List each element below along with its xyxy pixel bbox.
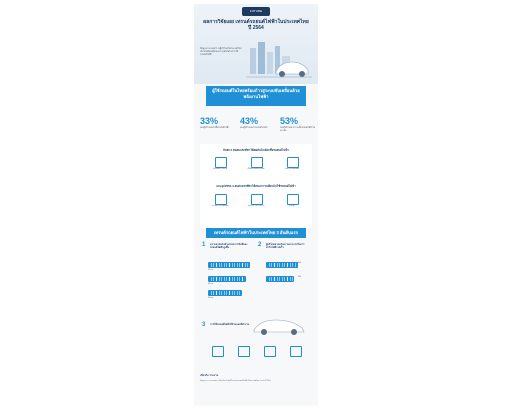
factors-subtitle-a: ปัจจัย 3 อันดับแรกที่ทำให้ตัดสินใจเลือกซื้อรถยนต์ไฟฟ้า	[223, 148, 289, 152]
home-icon	[238, 346, 250, 357]
price-tag-icon	[287, 194, 299, 205]
stat-1-percent: 33%	[200, 116, 219, 126]
footer-text: ข้อมูลจากรายงานผลการวิจัยเกี่ยวกับผู้บริโภคและรถยนต์ไฟฟ้าในประเทศไทย ประจำปี 2564	[200, 380, 271, 382]
battery-label-1: 300 กม.	[208, 270, 214, 271]
factor-b-2: ระยะเวลาในการชาร์จ	[247, 205, 265, 207]
battery-label-2: 400 กม.	[208, 284, 214, 285]
stat-1	[200, 116, 236, 130]
factor-a-1: ประหยัดค่าใช้จ่าย	[213, 168, 227, 170]
wallet-icon	[215, 157, 227, 168]
charging-station-icon	[215, 194, 227, 205]
factor-a-2: เป็นมิตรต่อสิ่งแวดล้อม	[247, 168, 265, 170]
factor-b-1: สถานีชาร์จไม่เพียงพอ	[211, 205, 229, 207]
factors-subtitle-b: และอุปสรรค 3 อันดับแรกที่ทำให้ลังเลการเปลี่ยนไปใช้รถยนต์ไฟฟ้า	[216, 184, 296, 188]
battery-bar-2	[208, 276, 246, 282]
battery-bar-1	[208, 262, 250, 268]
office-icon	[264, 346, 276, 357]
clock-icon	[251, 194, 263, 205]
leaf-icon	[251, 157, 263, 168]
charge-label-2: 60%	[298, 277, 302, 278]
stat-3-percent: 53%	[280, 116, 299, 126]
city-car-illustration	[246, 38, 312, 80]
car-illustration	[252, 314, 308, 336]
factor-b-3: ราคาสูง	[288, 205, 296, 207]
stat-2-percent: 43%	[240, 116, 259, 126]
factors-card	[200, 144, 312, 228]
trend-3-title: การใช้รถยนต์ไฟฟ้าที่บ้านและที่ทำงาน	[210, 323, 250, 326]
stat-2-desc: ของผู้บริโภคสนใจรถยนต์ไฮบริด	[240, 127, 268, 129]
charge-bar-1	[266, 262, 298, 268]
battery-label-3: 500 กม.	[208, 298, 214, 299]
trend-2-number: 2	[258, 242, 262, 248]
page-title: ผลการวิจัยเผย เทรนด์รถยนต์ไฟฟ้าในประเทศไทยปี 2564	[203, 19, 309, 31]
brand-logo: FUTURE	[242, 7, 270, 16]
section3-banner: เทรนด์รถยนต์ไฟฟ้าในประเทศไทย 3 อันดับแรก	[206, 228, 306, 238]
section1-banner: ผู้ใช้รถยนต์ในไทยพร้อมก้าวสู่ระบบขับเคลื่อนด้วยพลังงานไฟฟ้า	[206, 86, 306, 106]
footer-heading: เกี่ยวกับ รายงาน	[200, 374, 219, 377]
trend-2-title: ผู้บริโภคคาดหวังความสามารถในการชาร์จไฟที่รวดเร็ว	[266, 243, 305, 249]
factor-a-3: เทคโนโลยีทันสมัย	[284, 168, 300, 170]
chip-icon	[287, 157, 299, 168]
trend-1-title: ความคาดหวังด้านระยะการขับขี่ของรถยนต์ไฟฟ้าสูงขึ้น	[210, 243, 248, 249]
stat-3-desc: ของผู้บริโภคคาดว่าจะซื้อรถยนต์ไฟฟ้าในอนาคต	[280, 127, 316, 132]
trend-3-number: 3	[202, 322, 206, 328]
plug-icon	[212, 346, 224, 357]
intro-text: ข้อมูลจากแบบสำรวจผู้บริโภคในประเทศไทย เกี่ยวกับทัศนคติและความพร้อมในการใช้รถยนต์ไฟฟ้า	[200, 48, 242, 56]
stat-3	[280, 116, 316, 132]
stat-2	[240, 116, 276, 130]
charger-icon	[290, 346, 302, 357]
charge-bar-2	[266, 276, 294, 282]
infographic	[194, 4, 318, 406]
trend-1-number: 1	[202, 242, 206, 248]
stat-1-desc: ของผู้บริโภคสนใจซื้อรถยนต์ไฟฟ้า	[200, 127, 230, 129]
charge-label-1: 80%	[298, 263, 302, 264]
header-area	[194, 4, 318, 84]
